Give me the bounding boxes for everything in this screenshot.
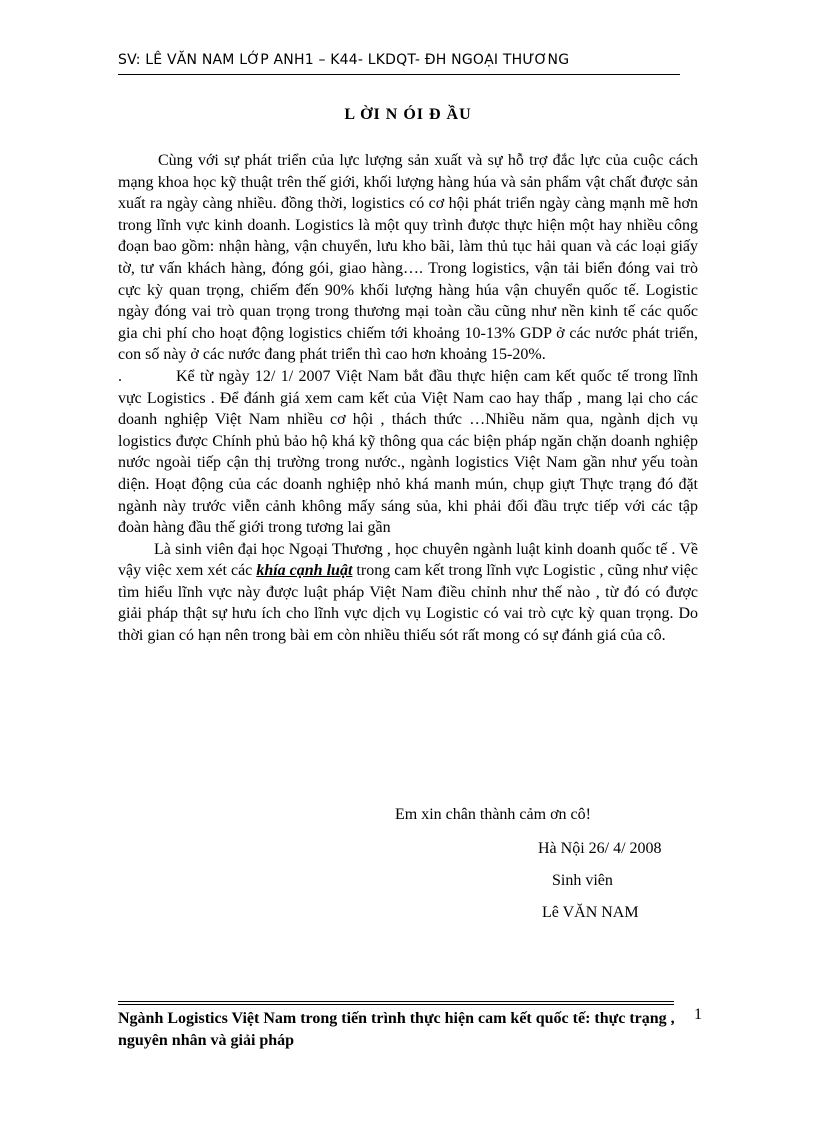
paragraph-3-emphasis: khía cạnh luật — [256, 562, 353, 580]
closing-signature-name: Lê VĂN NAM — [542, 904, 639, 921]
paragraph-3 — [118, 539, 698, 647]
footer-title: Ngành Logistics Việt Nam trong tiến trình thực hiện cam kết quốc tế: thực trạng , nguyên nhân và giải pháp — [118, 1010, 675, 1049]
document-title: L ỜI N ÓI Đ ẦU — [344, 106, 472, 123]
closing-role: Sinh viên — [552, 872, 613, 889]
paragraph-2 — [118, 366, 698, 539]
footer-divider — [118, 1001, 674, 1002]
page-number: 1 — [694, 1006, 702, 1023]
closing-place-date: Hà Nội 26/ 4/ 2008 — [538, 840, 662, 857]
paragraph-2-text: Kể từ ngày 12/ 1/ 2007 Việt Nam bắt đầu thực hiện cam kết quốc tế trong lĩnh vực Logistics . Để đánh giá xem cam kết của Việt Nam cao hay thấp , mang lại cho các doanh nghiệp Việt Nam nhiều cơ hội , thách thức …Nhiều năm qua, ngành dịch vụ logistics được Chính phủ bảo hộ khá kỹ thông qua các biện pháp ngăn chặn doanh nghiệp nước ngoài tiếp cận thị trường trong nước., ngành logistics Việt Nam gần như yếu toàn diện. Hoạt động của các doanh nghiệp nhỏ khá manh mún, chụp giựt Thực trạng đó đặt ngành này trước viễn cảnh không mấy sáng sủa, khi phải đối đầu trực tiếp với các tập đoàn hàng đầu thế giới trong tương lai gần — [118, 367, 698, 537]
body-text — [118, 150, 698, 647]
paragraph-3-text-before: Là sinh viên đại học Ngoại Thương , học chuyên ngành luật kinh doanh quốc tế . Về vậy việc xem xét các — [118, 540, 698, 580]
header-divider — [118, 74, 680, 75]
paragraph-1: Cùng với sự phát triển của lực lượng sản xuất và sự hỗ trợ đắc lực của cuộc cách mạng khoa học kỹ thuật trên thế giới, khối lượng hàng húa và sản phẩm vật chất được sản xuất ra ngày càng nhiều. đồng thời, logistics có cơ hội phát triển ngày càng mạnh mẽ hơn trong lĩnh vực kinh doanh. Logistics là một quy trình được thực hiện một hay nhiều công đoạn bao gồm: nhận hàng, vận chuyển, lưu kho bãi, làm thủ tục hải quan và các loại giấy tờ, tư vấn khách hàng, đóng gói, giao hàng…. Trong logistics, vận tải biển đóng vai trò cực kỳ quan trọng, chiếm đến 90% khối lượng hàng húa vận chuyển quốc tế. Logistic ngày đóng vai trò quan trọng trong thương mại toàn cầu cũng như nền kinh tế các quốc gia chi phí cho hoạt động logistics chiếm tới khoảng 10-13% GDP ở các nước phát triển, con số này ở các nước đang phát triển thì cao hơn khoảng 15-20%. — [118, 152, 698, 364]
closing-thanks: Em xin chân thành cảm ơn cô! — [395, 806, 591, 823]
page-header: SV: LÊ VĂN NAM LỚP ANH1 – K44- LKDQT- ĐH NGOẠI THƯƠNG — [118, 52, 570, 68]
paragraph-3-text-after: trong cam kết trong lĩnh vực Logistic , cũng như việc tìm hiểu lĩnh vực này được luật pháp Việt Nam điều chỉnh như thế nào , từ đó có được giải pháp thật sự hưu ích cho lĩnh vực dịch vụ Logistic có vai trò cực kỳ quan trọng. Do thời gian có hạn nên trong bài em còn nhiều thiếu sót rất mong có sự đánh giá của cô. — [118, 562, 699, 645]
paragraph-2-lead-mark: . — [118, 367, 122, 385]
footer-divider-secondary — [118, 1004, 674, 1005]
